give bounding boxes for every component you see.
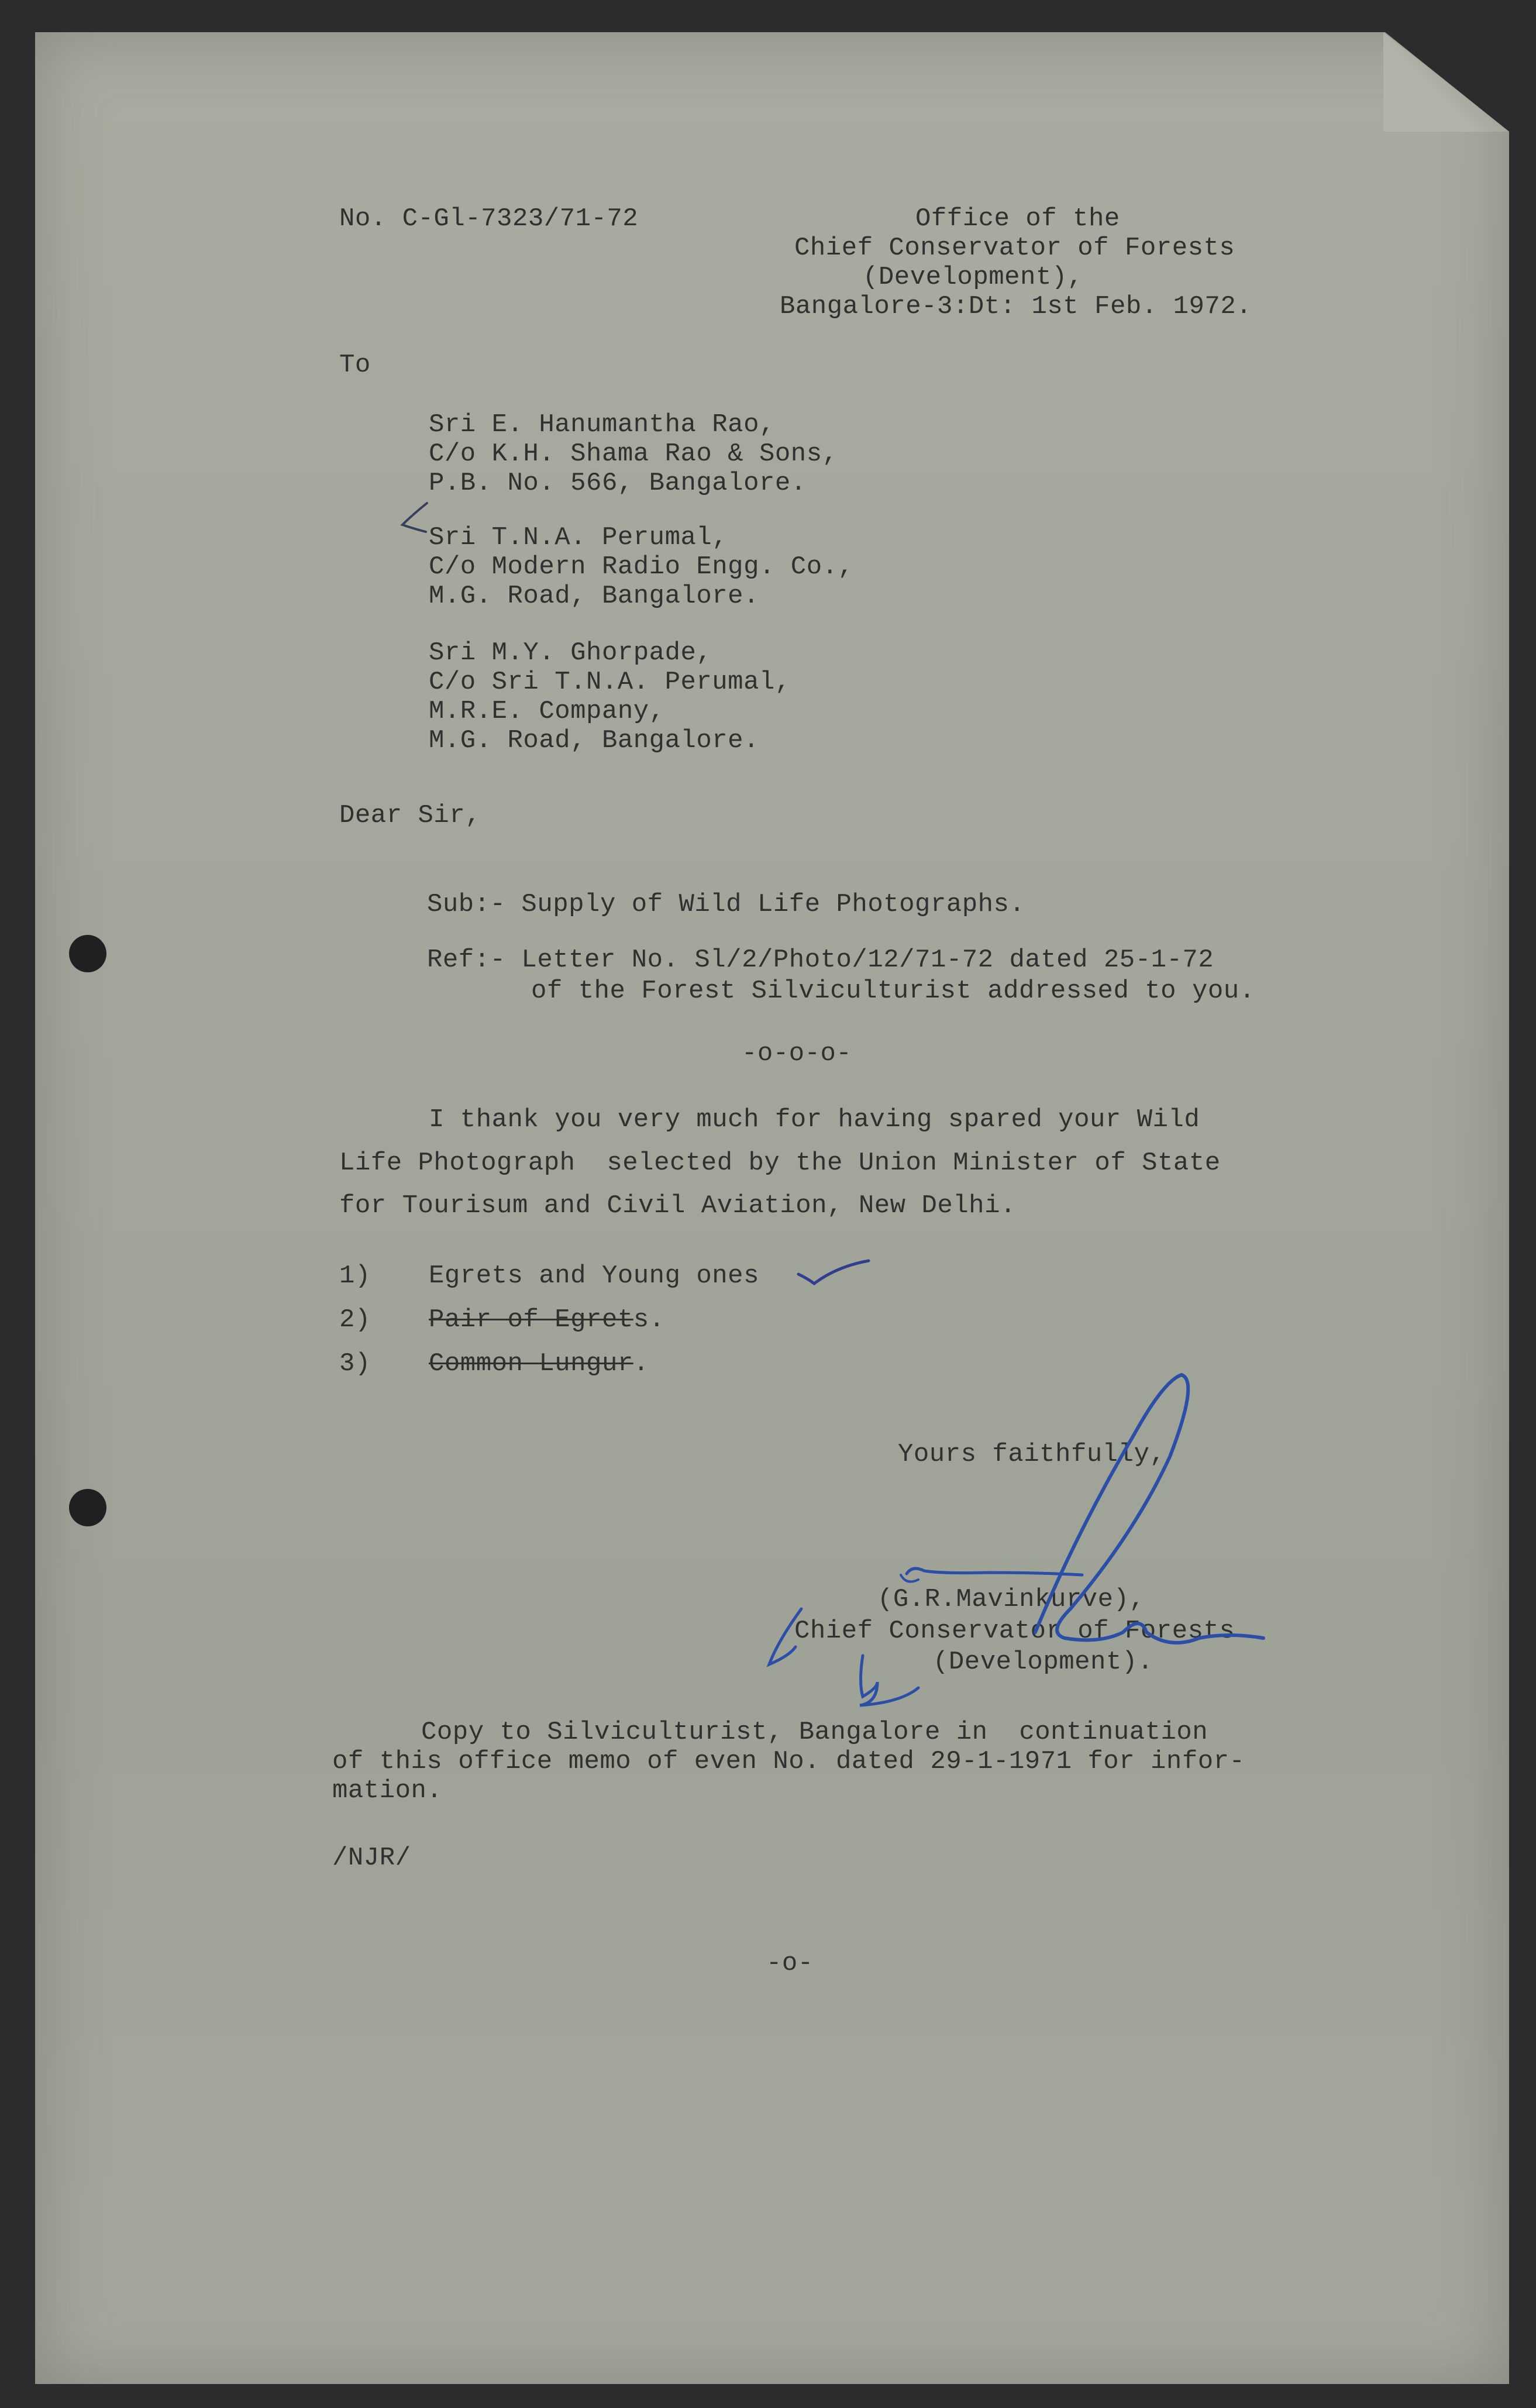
item-3-suffix: .: [633, 1349, 649, 1378]
item-3-text: Common Lungur: [429, 1349, 633, 1378]
item-1-number: 1): [339, 1261, 371, 1291]
punch-hole-top: [69, 935, 106, 972]
item-2-number: 2): [339, 1305, 371, 1334]
folded-corner: [1383, 32, 1509, 132]
punch-hole-bottom: [69, 1489, 106, 1526]
addressee-1-line-2: C/o K.H. Shama Rao & Sons,: [429, 439, 838, 469]
item-1-text: Egrets and Young ones: [429, 1261, 759, 1291]
office-line-3: (Development),: [863, 263, 1083, 292]
copy-to-line-2: of this office memo of even No. dated 29-1-1971 for infor-: [332, 1747, 1245, 1776]
item-3-line: [429, 1349, 649, 1379]
copy-to-line-1: Copy to Silviculturist, Bangalore in continuation: [421, 1718, 1208, 1747]
addressee-3-line-2: C/o Sri T.N.A. Perumal,: [429, 668, 791, 697]
copy-to-line-3: mation.: [332, 1776, 443, 1805]
typist-initials: /NJR/: [332, 1843, 411, 1873]
signatory-dept: (Development).: [933, 1647, 1153, 1677]
salutation: Dear Sir,: [339, 801, 481, 830]
addressee-3-line-4: M.G. Road, Bangalore.: [429, 726, 759, 755]
reference-number: No. C-Gl-7323/71-72: [339, 204, 639, 233]
to-label: To: [339, 350, 371, 380]
item-2-line: [429, 1305, 665, 1335]
addressee-2-line-2: C/o Modern Radio Engg. Co.,: [429, 552, 854, 582]
separator-mark: -o-o-o-: [742, 1039, 852, 1068]
signatory-title: Chief Conservator of Forests: [794, 1616, 1235, 1646]
addressee-1-line-1: Sri E. Hanumantha Rao,: [429, 410, 775, 439]
reference-line-2: of the Forest Silviculturist addressed to you.: [531, 976, 1255, 1006]
signatory-name: (G.R.Mavinkurve),: [877, 1585, 1145, 1614]
signature-icon: [889, 1357, 1269, 1720]
closing-line: Yours faithfully,: [898, 1440, 1166, 1469]
item-3-number: 3): [339, 1349, 371, 1378]
addressee-3-line-1: Sri M.Y. Ghorpade,: [429, 638, 712, 668]
addressee-1-line-3: P.B. No. 566, Bangalore.: [429, 469, 807, 498]
item-2-suffix: s.: [633, 1305, 665, 1334]
office-date-line: Bangalore-3:Dt: 1st Feb. 1972.: [780, 292, 1252, 321]
subject-line: Sub:- Supply of Wild Life Photographs.: [427, 890, 1025, 919]
initial-mark-icon: [760, 1600, 936, 1717]
body-line-1: I thank you very much for having spared your Wild: [429, 1105, 1200, 1134]
body-line-3: for Tourisum and Civil Aviation, New Delhi.: [339, 1191, 1016, 1220]
tick-mark-icon: [795, 1258, 872, 1287]
addressee-3-line-3: M.R.E. Company,: [429, 697, 665, 726]
body-line-2: Life Photograph selected by the Union Minister of State: [339, 1148, 1221, 1178]
address-tick-icon: [398, 500, 433, 535]
addressee-2-line-3: M.G. Road, Bangalore.: [429, 582, 759, 611]
office-line-2: Chief Conservator of Forests: [794, 233, 1235, 263]
reference-line-1: Ref:- Letter No. Sl/2/Photo/12/71-72 dated 25-1-72: [427, 945, 1214, 975]
end-mark: -o-: [766, 1949, 814, 1978]
item-2-text: Pair of Egret: [429, 1305, 633, 1334]
addressee-2-line-1: Sri T.N.A. Perumal,: [429, 523, 728, 552]
office-line-1: Office of the: [915, 204, 1120, 233]
